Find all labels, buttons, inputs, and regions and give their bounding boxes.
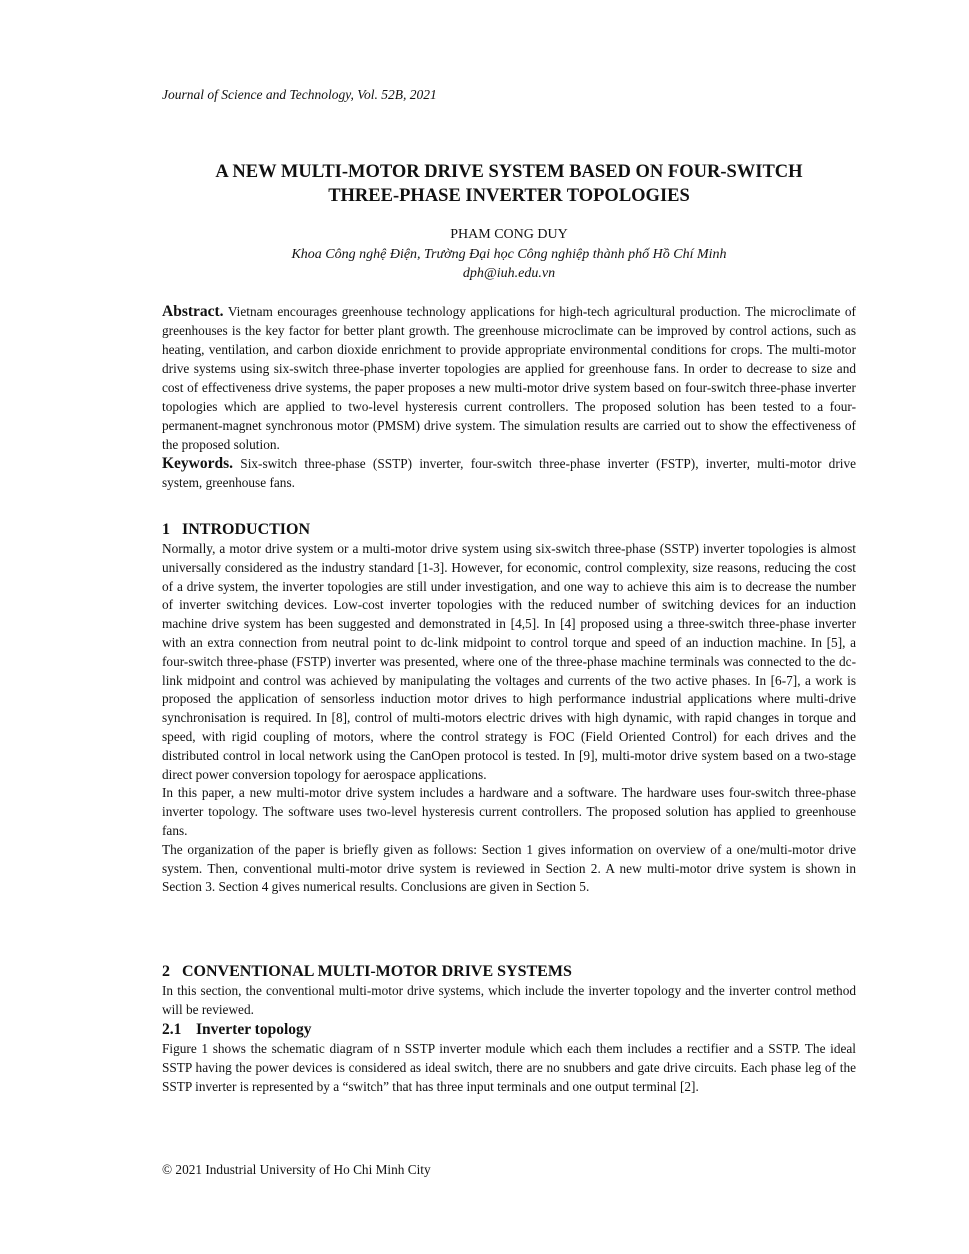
- section-heading: [162, 962, 856, 982]
- abstract-section: [162, 302, 856, 492]
- subsection-inverter-topology: [162, 1020, 856, 1096]
- body-paragraph: In this paper, a new multi-motor drive system includes a hardware and a software. The hardware uses four-switch three-phase inverter topology. The software uses two-level hysteresis current controllers. The proposed solution has applied to greenhouse fans.: [162, 785, 856, 838]
- author-email: dph@iuh.edu.vn: [462, 266, 556, 281]
- abstract-paragraph: [162, 302, 856, 454]
- author-name: PHAM CONG DUY: [450, 227, 568, 242]
- section-heading: [162, 520, 856, 540]
- subsection-heading: [162, 1020, 856, 1040]
- body-paragraph: The organization of the paper is briefly given as follows: Section 1 gives information on overview of a one/multi-motor drive system. Then, conventional multi-motor drive system is reviewed in Section 2. A new multi-motor drive system is shown in Section 3. Section 4 gives numerical results. Conclusions are given in Section 5.: [162, 841, 856, 895]
- abstract-label: Abstract.: [162, 303, 224, 320]
- keywords-text: Six-switch three-phase (SSTP) inverter, four-switch three-phase inverter (FSTP), inverter, multi-motor drive system, greenhouse fans.: [162, 456, 856, 490]
- paper-title: [142, 160, 876, 208]
- title-line-2: THREE-PHASE INVERTER TOPOLOGIES: [328, 186, 690, 206]
- keywords-label: Keywords.: [162, 455, 234, 472]
- section-title: INTRODUCTION: [182, 521, 311, 538]
- body-paragraph: Normally, a motor drive system or a multi-motor drive system using six-switch three-phase (SSTP) inverter topologies is almost universally considered as the industry standard [1-3]. However, for economic, control complexity, size reasons, reducing the cost of a drive system, the inverter topologies are still under investigation, and one way to achieve this aim is to decrease the number of inverter switching devices. Low-cost inverter topologies with the reduced number of switching devices for an induction machine drive system has been suggested and demonstrated in [4,5]. In [4] proposed using a three-switch three-phase inverter with an extra connection from neutral point to dc-link midpoint to control torque and speed of an induction machine. In [5], a four-switch three-phase (FSTP) inverter was presented, where one of the three-phase machine terminals was connected to the dc-link midpoint and control was achieved by manipulating the voltages and currents of the two active phases. In [6-7], a work is proposed the application of sensorless induction motor drives to high performance industrial applications where multi-drive synchronisation is required. In [8], control of multi-motors electric drives with high dynamic, with rapid changes in torque and speed, with rigid coupling of motors, where the control strategy is FOC (Field Oriented Control) for each drives and the distributed control in local network using the CanOpen protocol is tested. In [9], multi-motor drive system based on a two-stage direct power conversion topology for aerospace applications.: [162, 541, 856, 782]
- abstract-text: Vietnam encourages greenhouse technology applications for high-tech agricultural production. The microclimate of greenhouses is the key factor for better plant growth. The greenhouse microclimate can be improved by control actions, such as heating, ventilation, and carbon dioxide enrichment to provide appropriate environmental conditions for crops. The multi-motor drive systems using six-switch three-phase inverter topologies are applied for greenhouse fans. In order to decrease to size and cost of effectiveness drive systems, the paper proposes a new multi-motor drive system based on four-switch three-phase inverter topologies which are applied to two-level hysteresis current controllers. The proposed solution has been tested to a four-permanent-magnet synchronous motor (PMSM) drive system. The simulation results are carried out to show the effectiveness of the proposed solution.: [162, 304, 856, 452]
- author-affiliation: Khoa Công nghệ Điện, Trường Đại học Công nghiệp thành phố Hồ Chí Minh: [291, 246, 727, 262]
- section-conventional-drives: [162, 962, 856, 1020]
- subsection-number: 2.1: [162, 1021, 182, 1038]
- author-block: [162, 225, 856, 284]
- subsection-title: Inverter topology: [196, 1021, 312, 1038]
- keywords-paragraph: [162, 454, 856, 492]
- body-paragraph: In this section, the conventional multi-motor drive systems, which include the inverter topology and the inverter control method will be reviewed.: [162, 983, 856, 1017]
- section-number: 2: [162, 963, 170, 980]
- journal-header: Journal of Science and Technology, Vol. 52B, 2021: [162, 87, 437, 102]
- body-paragraph: Figure 1 shows the schematic diagram of n SSTP inverter module which each them includes a rectifier and a SSTP. The ideal SSTP having the power devices is considered as ideal switch, there are no snubbers and gate drive circuits. Each phase leg of the SSTP inverter is represented by a “switch” that has three input terminals and one output terminal [2].: [162, 1041, 856, 1094]
- section-number: 1: [162, 521, 170, 538]
- title-line-1: A NEW MULTI-MOTOR DRIVE SYSTEM BASED ON FOUR-SWITCH: [215, 162, 803, 182]
- copyright-footer: © 2021 Industrial University of Ho Chi Minh City: [162, 1162, 431, 1177]
- section-title: CONVENTIONAL MULTI-MOTOR DRIVE SYSTEMS: [182, 963, 572, 980]
- section-introduction: [162, 520, 856, 897]
